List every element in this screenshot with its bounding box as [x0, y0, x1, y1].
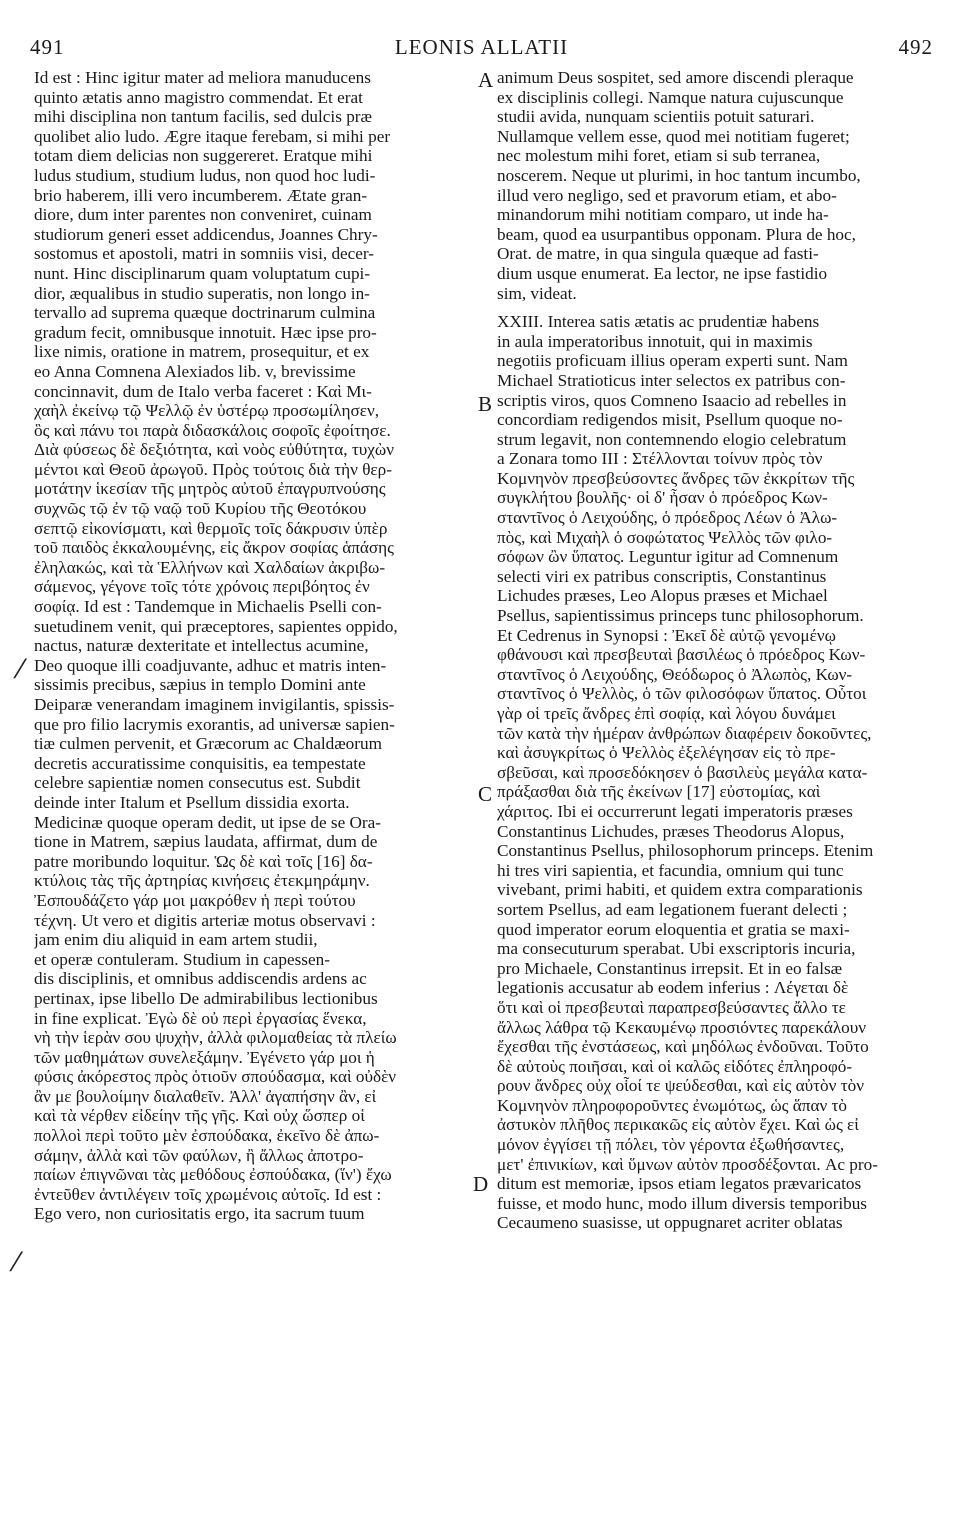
- margin-letter-b: B: [478, 392, 493, 416]
- text-line: δὲ αὐτοὺς ποιῆσαι, καὶ οἱ καλῶς εἰδότες ἐπληροφό-: [497, 1056, 853, 1076]
- running-header: [30, 35, 933, 65]
- text-line: Id est : Hinc igitur mater ad meliora manuducens: [34, 68, 371, 87]
- text-line: γὰρ οἱ τρεῖς ἄνδρες ἐπὶ σοφίᾳ, καὶ λόγου δυνάμει: [497, 704, 836, 723]
- text-line: pro Michaele, Constantinus irrepsit. Et in eo falsæ: [497, 958, 843, 978]
- text-line: gradum fecit, omnibusque innotuit. Hæc ipse pro-: [34, 322, 377, 342]
- margin-letter-d: D: [473, 1172, 489, 1196]
- paragraph-gap: [497, 303, 934, 312]
- text-line: τῶν μαθημάτων συνελεξάμην. Ἐγένετο γάρ μοι ἡ: [34, 1047, 375, 1067]
- text-line: ρουν ἄνδρες οὐχ οἷοί τε ψεύδεσθαι, καὶ εἰς αὐτὸν τὸν: [497, 1076, 864, 1096]
- text-line: Κομνηνὸν πρεσβεύσοντες ἄνδρες τῶν ἐκκρίτων τῆς: [497, 468, 855, 488]
- text-line: Διὰ φύσεως δὲ δεξιότητα, καὶ νοὸς εὐθύτητα, τυχὼν: [34, 440, 395, 460]
- text-line: ἐντεῦθεν ἀντιλέγειν τοῖς χρωμένοις αὐτοῖς. Id est :: [34, 1184, 382, 1204]
- text-line: ditum est memoriæ, ipsos etiam legatos prævaricatos: [497, 1174, 862, 1194]
- text-line: Orat. de matre, in qua singula quæque ad fasti-: [497, 244, 819, 264]
- text-line: ὃς καὶ πάνυ τοι παρὰ διδασκάλοις σοφοῖς ἐφοίτησε.: [34, 420, 391, 440]
- text-line: brio haberem, illi vero incumberem. Ætate gran-: [34, 185, 368, 205]
- text-line: Michael Stratioticus inter selectos ex patribus con-: [497, 370, 846, 390]
- text-line: ἀστυκὸν πλῆθος περικακῶς εἰς αὐτὸν ἔχει. Καὶ ὡς εἰ: [497, 1115, 859, 1135]
- text-line: dior, æqualibus in studio superatis, non longo in-: [34, 283, 370, 303]
- text-line: τῶν κατὰ τὴν ἡμέραν ἀνθρώπων διαφέρειν δοκοῦντες,: [497, 723, 872, 743]
- text-line: ex disciplinis collegi. Namque natura cujuscunque: [497, 87, 844, 107]
- margin-letter-a: A: [478, 68, 494, 92]
- text-line: beam, quod ea usurpantibus opponam. Plura de hoc,: [497, 224, 856, 244]
- text-line: negotiis proficuam illius operam experti sunt. Nam: [497, 351, 848, 371]
- text-line: ὅτι καὶ οἱ πρεσβευταὶ παραπρεσβεύσαντες ἄλλο τε: [497, 997, 846, 1017]
- text-line: in fine explicat. Ἐγὼ δὲ οὐ περὶ ἐργασίας ἕνεκα,: [34, 1008, 367, 1028]
- text-line: ludus studium, studium ludus, non quod hoc ludi-: [34, 165, 376, 185]
- text-line: πὸς, καὶ Μιχαὴλ ὁ σοφώτατος Ψελλὸς τῶν φιλο-: [497, 527, 833, 547]
- text-line: quinto ætatis anno magistro commendat. Et erat: [34, 87, 363, 107]
- text-line: tervallo ad suprema quæque doctrinarum culmina: [34, 303, 376, 323]
- text-line: μοτάτην ἱκεσίαν τῆς μητρὸς αὐτοῦ ἐπαγρυπνούσης: [34, 479, 386, 499]
- text-line: σοφίᾳ. Id est : Tandemque in Michaelis Pselli con-: [34, 597, 382, 617]
- text-line: τέχνη. Ut vero et digitis arteriæ motus observavi :: [34, 910, 376, 930]
- text-line: Constantinus Lichudes, præses Theodorus Alopus,: [497, 821, 845, 841]
- text-line: Medicinæ quoque operam dedit, ut ipse de se Ora-: [34, 812, 381, 832]
- text-line: συχνῶς τῷ ἐν τῷ ναῷ τοῦ Κυρίου τῆς Θεοτόκου: [34, 499, 367, 519]
- text-line: συγκλήτου βουλῆς· οἱ δ' ἦσαν ὁ πρόεδρος Κων-: [497, 488, 828, 508]
- left-column: [34, 68, 472, 1224]
- text-line: studiorum generi esset addicendus, Joannes Chry-: [34, 224, 378, 244]
- page-number-right: 492: [898, 35, 933, 59]
- text-line: quod imperator eorum eloquentia et gratia se maxi-: [497, 919, 850, 939]
- text-line: studii avida, nunquam scientiis potuit saturari.: [497, 107, 815, 127]
- text-line: totam diem delicias non suggereret. Eratque mihi: [34, 146, 373, 166]
- text-line: ἂν με βουλοίμην διαλαθεῖν. Ἀλλ' ἀγαπήσην ἂν, εἰ: [34, 1086, 377, 1106]
- text-line: nec molestum mihi foret, etiam si sub terranea,: [497, 146, 821, 166]
- text-line: μέντοι καὶ Θεοῦ ἀρωγοῦ. Πρὸς τούτοις διὰ τὴν θερ-: [34, 459, 392, 479]
- text-line: patre moribundo loquitur. Ὡς δὲ καὶ τοῖς [16] δα-: [34, 851, 373, 871]
- text-line: ma consecuturum sperabat. Ubi exscriptoris incuria,: [497, 939, 856, 959]
- text-line: φύσις ἀκόρεστος πρὸς ὁτιοῦν σπούδασμα, καὶ οὐδὲν: [34, 1067, 397, 1087]
- text-line: Deo quoque illi coadjuvante, adhuc et matris inten-: [34, 655, 387, 675]
- text-line: Cecaumeno suasisse, ut oppugnaret acriter oblatas: [497, 1213, 843, 1233]
- text-line: τοῦ παιδὸς ἐκκαλουμένης, εἰς ἄκρον σοφίας ἁπάσης: [34, 538, 394, 558]
- text-line: φθάνουσι καὶ πρεσβευταὶ βασιλέως ὁ πρόεδρος Κων-: [497, 645, 866, 665]
- running-title: LEONIS ALLATII: [394, 35, 569, 59]
- text-line: sostomus et apostoli, matri in somniis visi, decer-: [34, 244, 375, 264]
- text-line: μόνον ἐγγίσει τῇ πόλει, τὸν γέροντα ἐξωθήσαντες,: [497, 1135, 845, 1155]
- text-line: jam enim diu aliquid in eam artem studii,: [34, 930, 318, 950]
- text-line: scriptis viros, quos Comneno Isaacio ad rebelles in: [497, 390, 847, 410]
- text-line: παίων ἐπιγνῶναι τὰς μεθόδους ἐσπούδακα, (ἵν') ἔχω: [34, 1165, 392, 1185]
- margin-letter-c: C: [478, 782, 493, 806]
- text-line: mihi disciplina non tantum facilis, sed dulcis præ: [34, 107, 372, 127]
- text-line: sissimis precibus, sæpius in templo Domini ante: [34, 675, 366, 695]
- text-line: concordiam redigendos misit, Psellum quoque no-: [497, 410, 843, 430]
- text-line: sim, videat.: [497, 283, 577, 303]
- text-line: minandorum mihi notitiam comparo, ut inde ha-: [497, 205, 829, 225]
- text-line: Ego vero, non curiositatis ergo, ita sacrum tuum: [34, 1204, 365, 1224]
- text-line: σταντῖνος ὁ Ψελλὸς, ὁ τῶν φιλοσόφων ὕπατος. Οὗτοι: [497, 684, 867, 704]
- text-line: que pro filio lacrymis exorantis, ad universæ sapien-: [34, 714, 395, 734]
- pencil-mark: ⁄: [14, 1248, 19, 1278]
- text-line: πολλοὶ περὶ τοῦτο μὲν ἐσπούδακα, ἐκεῖνο δὲ ἀπω-: [34, 1126, 380, 1146]
- text-line: tiæ culmen pervenit, et Græcorum ac Chaldæorum: [34, 734, 382, 754]
- text-line: κτύλοις τὰς τῆς ἀρτηρίας κινήσεις ἐτεκμηράμην.: [34, 871, 370, 891]
- text-line: concinnavit, dum de Italo verba faceret : Καὶ Μι-: [34, 381, 372, 401]
- text-line: σεπτῷ εἰκονίσματι, καὶ θερμοῖς τοῖς δάκρυσιν ὑπὲρ: [34, 518, 388, 538]
- text-line: fuisse, et modo hunc, modo illum diversis temporibus: [497, 1193, 867, 1213]
- pencil-mark: ⁄: [18, 655, 23, 685]
- text-line: nactus, naturæ dexteritate et intellectus acumine,: [34, 636, 369, 656]
- text-line: XXIII. Interea satis ætatis ac prudentiæ habens: [497, 312, 820, 332]
- text-line: Lichudes præses, Leo Alopus præses et Michael: [497, 586, 828, 606]
- text-line: diore, dum inter parentes non conveniret, cuinam: [34, 205, 372, 225]
- text-line: sortem Psellus, ad eam legationem fuerant delecti ;: [497, 899, 848, 919]
- text-line: celebre sapientiæ nomen consecutus est. Subdit: [34, 773, 361, 793]
- text-line: deinde inter Italum et Psellum dissidia exorta.: [34, 792, 350, 812]
- text-line: σταντῖνος ὁ Λειχούδης, Θεόδωρος ὁ Ἀλωπὸς, Κων-: [497, 664, 853, 684]
- text-line: tione in Matrem, sæpius laudata, affirmat, dum de: [34, 832, 378, 852]
- text-line: καὶ τὰ νέρθεν εἰδείην τῆς γῆς. Καὶ οὐχ ὥσπερ οἱ: [34, 1106, 365, 1126]
- text-line: vivebant, primi habiti, et quidem extra comparationis: [497, 880, 863, 900]
- text-line: μετ' ἐπινικίων, καὶ ὕμνων αὐτὸν προσδέξονται. Ac pro-: [497, 1154, 878, 1174]
- text-line: σβεῦσαι, καὶ προσεδόκησεν ὁ βασιλεὺς μεγάλα κατα-: [497, 762, 868, 782]
- text-line: Et Cedrenus in Synopsi : Ἐκεῖ δὲ αὐτῷ γενομένῳ: [497, 625, 836, 645]
- text-line: noscerem. Neque ut plurimi, in hoc tantum incumbo,: [497, 165, 861, 185]
- page-number-left: 491: [30, 35, 65, 59]
- text-line: decretis accuratissime conquisitis, ea tempestate: [34, 753, 366, 773]
- text-line: καὶ ἀσυγκρίτως ὁ Ψελλὸς ἐξελέγησαν εἰς τὸ πρε-: [497, 743, 836, 763]
- text-line: ἄλλως λάθρα τῷ Κεκαυμένῳ προσιόντες παρεκάλουν: [497, 1017, 867, 1037]
- text-line: nunt. Hinc disciplinarum quam voluptatum cupi-: [34, 263, 371, 283]
- text-line: illud vero negligo, sed et pravorum etiam, et abo-: [497, 185, 837, 205]
- text-line: animum Deus sospitet, sed amore discendi pleraque: [497, 68, 854, 87]
- text-line: σόφων ὢν ὕπατος. Leguntur igitur ad Comnenum: [497, 547, 839, 567]
- text-line: legationis accusatur ab eodem inferius : Λέγεται δὲ: [497, 978, 849, 998]
- text-line: σάμενος, γέγονε τοῖς τότε χρόνοις περιβόητος ἐν: [34, 577, 370, 597]
- text-line: πράξασθαι διὰ τῆς ἐκείνων [17] εὐστομίας, καὶ: [497, 782, 821, 802]
- text-line: suetudinem venit, qui præceptores, sapientes oppido,: [34, 616, 398, 636]
- text-line: hi tres viri sapientia, et facundia, omnium qui tunc: [497, 860, 844, 880]
- text-line: et operæ contuleram. Studium in capessen-: [34, 949, 330, 969]
- text-line: quolibet alio ludo. Ægre itaque ferebam, si mihi per: [34, 126, 391, 146]
- right-column: [497, 68, 934, 1233]
- text-line: dis disciplinis, et omnibus addiscendis ardens ac: [34, 969, 367, 989]
- text-line: χάριτος. Ibi ei occurrerunt legati imperatoris præses: [497, 801, 853, 821]
- text-line: strum legavit, non contemnendo elogio celebratum: [497, 429, 847, 449]
- text-line: νὴ τὴν ἱερὰν σου ψυχὴν, ἀλλὰ φιλομαθείας τὰ πλείω: [34, 1028, 397, 1048]
- text-line: ἔχεσθαι τῆς ἐνστάσεως, καὶ μηδόλως ἐνδοῦναι. Τοῦτο: [497, 1037, 869, 1057]
- text-line: χαὴλ ἐκείνῳ τῷ Ψελλῷ ἐν ὑστέρῳ προσωμίλησεν,: [34, 401, 380, 421]
- text-line: σταντῖνος ὁ Λειχούδης, ὁ πρόεδρος Λέων ὁ Ἀλω-: [497, 508, 838, 528]
- text-line: Κομνηνὸν πληροφοροῦντες ἐνωμότως, ὡς ἅπαν τὸ: [497, 1095, 848, 1115]
- text-line: Deiparæ venerandam imaginem invigilantis, spissis-: [34, 695, 395, 714]
- text-line: in aula imperatoribus innotuit, qui in maximis: [497, 331, 813, 351]
- text-line: Psellus, sapientissimus princeps tunc philosophorum.: [497, 606, 864, 626]
- text-line: eo Anna Comnena Alexiados lib. v, brevissime: [34, 361, 356, 381]
- text-line: Nullamque vellem esse, quod mei notitiam fugeret;: [497, 126, 850, 146]
- text-line: Constantinus Psellus, philosophorum princeps. Etenim: [497, 841, 874, 861]
- text-line: a Zonara tomo III : Στέλλονται τοίνυν πρὸς τὸν: [497, 449, 823, 469]
- text-line: selecti viri ex patribus conscriptis, Constantinus: [497, 566, 827, 586]
- text-line: σάμην, ἀλλὰ καὶ τῶν φαύλων, ἢ ἄλλως ἀποτρο-: [34, 1145, 364, 1165]
- text-line: ἐληλακώς, καὶ τὰ Ἑλλήνων καὶ Χαλδαίων ἀκριβω-: [34, 557, 386, 577]
- text-line: dium usque enumerat. Ea lector, ne ipse fastidio: [497, 263, 828, 283]
- text-line: pertinax, ipse libello De admirabilibus lectionibus: [34, 988, 378, 1008]
- text-line: Ἐσπουδάζετο γάρ μοι μακρόθεν ἡ περὶ τούτου: [34, 890, 356, 910]
- text-line: lixe nimis, oratione in matrem, prosequitur, et ex: [34, 342, 370, 362]
